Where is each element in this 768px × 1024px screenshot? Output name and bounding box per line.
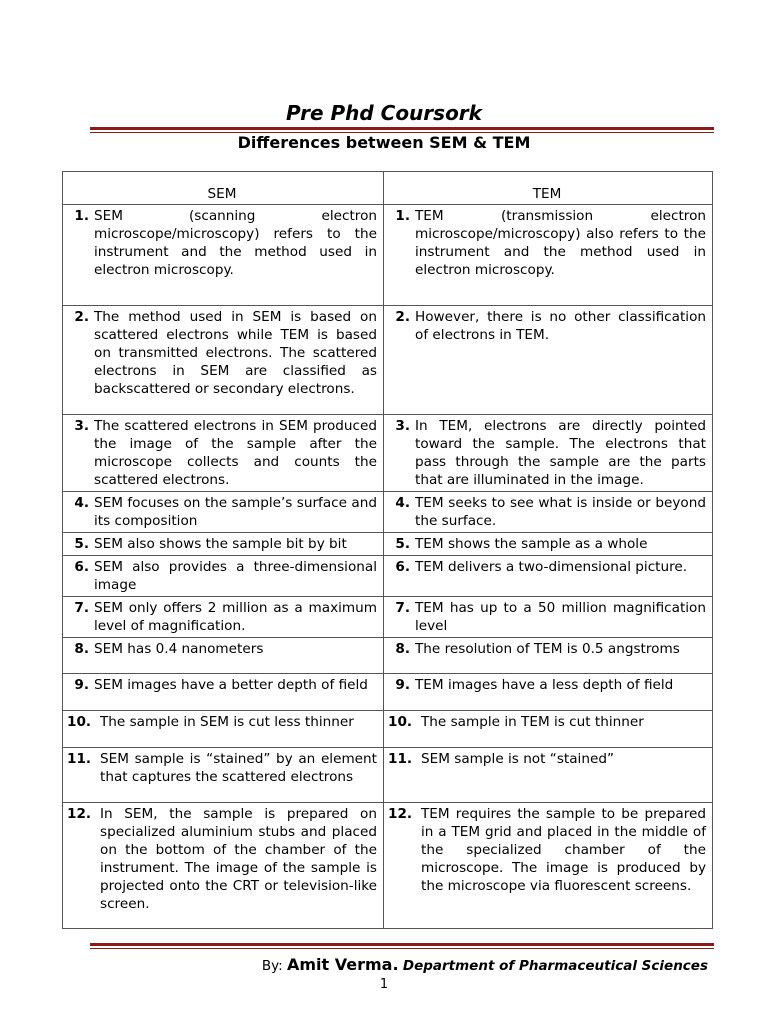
tem-item [388, 750, 706, 768]
sem-cell [63, 415, 384, 492]
sem-item-text: The scattered electrons in SEM produced the image of the sample after the microscope collects and counts the scattered electrons. [94, 418, 377, 488]
sem-item-number: 5. [74, 536, 89, 552]
sem-item-text: SEM focuses on the sample’s surface and its composition [94, 495, 377, 529]
tem-item-number: 12. [388, 806, 413, 822]
table-row [63, 674, 713, 711]
tem-item-text: SEM sample is not “stained” [421, 751, 614, 767]
sem-cell [63, 492, 384, 533]
sem-item [67, 676, 377, 694]
sem-item-number: 11. [67, 751, 92, 767]
tem-item [388, 207, 706, 279]
tem-item-text: TEM (transmission electron microscope/microscopy) also refers to the instrument and the method used in electron microscopy. [415, 208, 706, 278]
header-tem: TEM [384, 172, 713, 205]
comparison-table [62, 171, 713, 929]
tem-item-text: TEM requires the sample to be prepared in a TEM grid and placed in the middle of the specialized chamber of the microscope. The image is produced by the microscope via fluorescent screens. [421, 806, 706, 894]
tem-item-text: TEM seeks to see what is inside or beyond the surface. [415, 495, 706, 529]
sem-item-number: 4. [74, 495, 89, 511]
table-row [63, 597, 713, 638]
tem-item [388, 640, 706, 658]
sem-item [67, 713, 377, 731]
tem-item-number: 2. [395, 309, 410, 325]
sem-item-text: In SEM, the sample is prepared on specialized aluminium stubs and placed on the bottom of the chamber of the instrument. The image of the sample is projected onto the CRT or television-like screen. [100, 806, 377, 912]
footer-divider [90, 943, 714, 949]
sem-cell [63, 748, 384, 803]
sem-item-number: 1. [74, 208, 89, 224]
tem-item-text: However, there is no other classification of electrons in TEM. [415, 309, 706, 343]
table-header-row [63, 172, 713, 205]
sem-item-text: SEM (scanning electron microscope/microscopy) refers to the instrument and the method used in electron microscopy. [94, 208, 377, 278]
tem-item [388, 308, 706, 344]
tem-cell [384, 415, 713, 492]
tem-item-number: 5. [395, 536, 410, 552]
tem-cell [384, 492, 713, 533]
sem-cell [63, 674, 384, 711]
sem-cell [63, 597, 384, 638]
tem-item-text: TEM images have a less depth of field [415, 677, 674, 693]
sem-item-text: SEM images have a better depth of field [94, 677, 368, 693]
sem-item [67, 207, 377, 279]
tem-cell [384, 748, 713, 803]
header-sem: SEM [63, 172, 384, 205]
tem-item-text: TEM delivers a two-dimensional picture. [415, 559, 688, 575]
sem-item-number: 2. [74, 309, 89, 325]
sem-item [67, 805, 377, 913]
tem-item [388, 494, 706, 530]
sem-item-number: 10. [67, 714, 92, 730]
sem-item-number: 3. [74, 418, 89, 434]
sem-item-text: SEM only offers 2 million as a maximum level of magnification. [94, 600, 377, 634]
tem-cell [384, 597, 713, 638]
tem-item-text: The resolution of TEM is 0.5 angstroms [415, 641, 680, 657]
sem-item [67, 599, 377, 635]
table-row [63, 711, 713, 748]
tem-cell [384, 674, 713, 711]
author-name: Amit Verma. [287, 955, 399, 974]
table-row [63, 492, 713, 533]
by-label: By: [261, 958, 283, 974]
sem-item-text: SEM also provides a three-dimensional image [94, 559, 377, 593]
tem-cell [384, 306, 713, 415]
tem-item-number: 8. [395, 641, 410, 657]
sem-item [67, 417, 377, 489]
tem-item-text: In TEM, electrons are directly pointed toward the sample. The electrons that pass through the sample are the parts that are illuminated in the image. [415, 418, 706, 488]
table-row [63, 803, 713, 929]
table-row [63, 638, 713, 674]
document-subtitle: Differences between SEM & TEM [237, 133, 531, 152]
tem-item-number: 1. [395, 208, 410, 224]
sem-item-text: The method used in SEM is based on scattered electrons while TEM is based on transmitted electrons. The scattered electrons in SEM are classified as backscattered or secondary electrons. [94, 309, 377, 397]
tem-item-number: 9. [395, 677, 410, 693]
tem-cell [384, 803, 713, 929]
tem-item-number: 10. [388, 714, 413, 730]
sem-item-number: 12. [67, 806, 92, 822]
table-row [63, 556, 713, 597]
sem-item-text: The sample in SEM is cut less thinner [100, 714, 354, 730]
table-row [63, 748, 713, 803]
sem-cell [63, 556, 384, 597]
tem-item-number: 6. [395, 559, 410, 575]
tem-item [388, 535, 706, 553]
table-body [63, 205, 713, 929]
tem-item [388, 676, 706, 694]
sem-item-number: 7. [74, 600, 89, 616]
tem-item [388, 599, 706, 635]
tem-item-number: 4. [395, 495, 410, 511]
sem-cell [63, 711, 384, 748]
tem-item-text: The sample in TEM is cut thinner [421, 714, 644, 730]
sem-cell [63, 533, 384, 556]
tem-item [388, 558, 706, 576]
sem-item [67, 750, 377, 786]
tem-cell [384, 711, 713, 748]
sem-cell [63, 205, 384, 306]
footer-credit [262, 955, 708, 974]
sem-item-text: SEM also shows the sample bit by bit [94, 536, 347, 552]
table-row [63, 415, 713, 492]
table-row [63, 533, 713, 556]
sem-cell [63, 306, 384, 415]
department-name: Department of Pharmaceutical Sciences [402, 958, 708, 974]
tem-item [388, 713, 706, 731]
sem-item [67, 494, 377, 530]
tem-item-text: TEM shows the sample as a whole [415, 536, 648, 552]
tem-item-number: 11. [388, 751, 413, 767]
tem-item [388, 805, 706, 895]
sem-item-text: SEM sample is “stained” by an element that captures the scattered electrons [100, 751, 377, 785]
table-row [63, 306, 713, 415]
tem-item-number: 7. [395, 600, 410, 616]
table-row [63, 205, 713, 306]
sem-item-number: 6. [74, 559, 89, 575]
tem-cell [384, 638, 713, 674]
tem-item [388, 417, 706, 489]
sem-item-number: 8. [74, 641, 89, 657]
tem-cell [384, 556, 713, 597]
tem-item-number: 3. [395, 418, 410, 434]
document-title: Pre Phd Coursork [286, 101, 482, 125]
sem-item [67, 535, 377, 553]
page-number: 1 [379, 977, 389, 992]
sem-cell [63, 638, 384, 674]
sem-cell [63, 803, 384, 929]
tem-cell [384, 205, 713, 306]
sem-item [67, 308, 377, 398]
tem-cell [384, 533, 713, 556]
tem-item-text: TEM has up to a 50 million magnification level [415, 600, 706, 634]
sem-item-number: 9. [74, 677, 89, 693]
sem-item-text: SEM has 0.4 nanometers [94, 641, 264, 657]
sem-item [67, 640, 377, 658]
sem-item [67, 558, 377, 594]
